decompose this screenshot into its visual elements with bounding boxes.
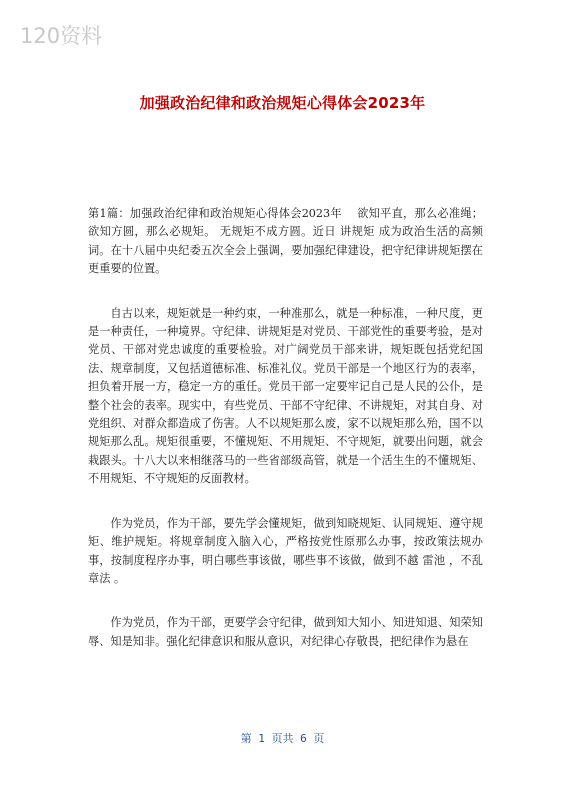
paragraph-2: 自古以来，规矩就是一种约束，一种准那么，就是一种标准，一种尺度，更是一种责任，一种境界。守纪律、讲规矩是对党员、干部党性的重要考验，是对党员、干部对党忠诚度的重要检验。对广阔党员干部来讲，规矩既包括党纪国法、规章制度，又包括道德标准、标准礼仪。党员干部是一个地区行为的表率，担负着开展一方，稳定一方的重任。党员干部一定要牢记自己是人民的公仆，是整个社会的表率。现实中，有些党员、干部不守纪律、不讲规矩，对其自身、对党组织、对群众都造成了伤害。人不以规矩那么废，家不以规矩那么殆，国不以规矩那么乱。规矩很重要，不懂规矩、不用规矩、不守规矩，就要出问题，就会栽跟头。十八大以来相继落马的一些省部级高管，就是一个活生生的不懂规矩、不用规矩、不守规矩的反面教材。 [88, 306, 483, 486]
watermark-logo: 120资料 [20, 24, 103, 48]
document-title: 加强政治纪律和政治规矩心得体会2023年 [139, 94, 426, 112]
paragraph-4: 作为党员，作为干部，更要学会守纪律，做到知大知小、知进知退、知荣知辱、知是知非。强化纪律意识和服从意识，对纪律心存敬畏，把纪律作为悬在 [88, 616, 483, 648]
document-body [88, 205, 483, 677]
page-number-footer: 第 1 页共 6 页 [240, 732, 325, 745]
paragraph-1: 第1篇：加强政治纪律和政治规矩心得体会2023年 欲知平直，那么必准绳；欲知方圆，那么必规矩。 无规矩不成方圆。近日 讲规矩 成为政治生活的高频词。在十八届中央纪委五次全会上强调，要加强纪律建设，把守纪律讲规矩摆在更重要的位置。 [88, 207, 483, 276]
paragraph-3: 作为党员，作为干部，要先学会懂规矩，做到知晓规矩、认同规矩、遵守规矩、维护规矩。将规章制度入脑入心，严格按党性原那么办事，按政策法规办事，按制度程序办事，明白哪些事该做，哪些事不该做，做到不越 雷池 ，不乱 章法 。 [88, 516, 483, 585]
